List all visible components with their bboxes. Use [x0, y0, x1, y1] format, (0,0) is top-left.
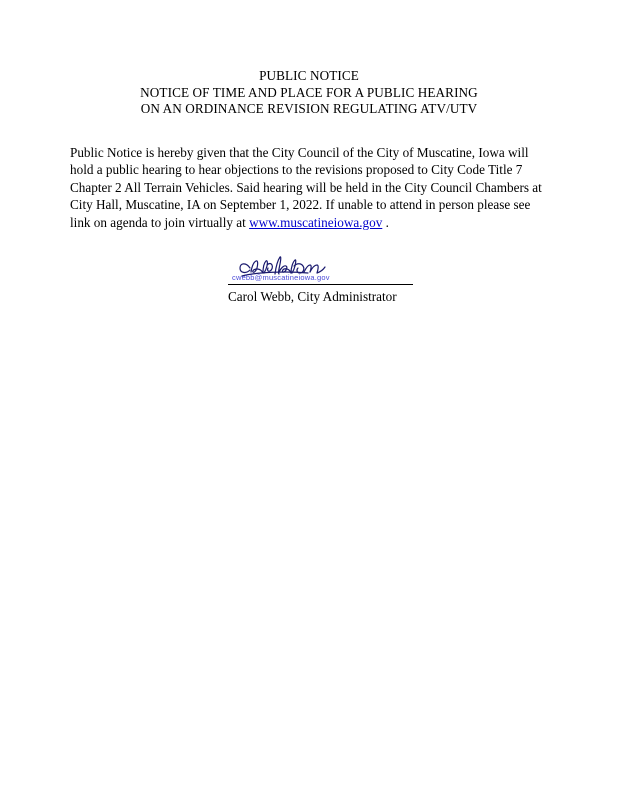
notice-title [70, 68, 548, 118]
title-line-3: ON AN ORDINANCE REVISION REGULATING ATV/UTV [140, 101, 478, 116]
title-line-1: PUBLIC NOTICE [259, 68, 359, 83]
notice-paragraph [70, 144, 548, 232]
signature-email-overlay: cwebb@muscatineiowa.gov [232, 273, 330, 282]
signature-block [228, 252, 488, 304]
paragraph-text-before-link: Public Notice is hereby given that the City Council of the City of Muscatine, Iowa will hold a public hearing to hear objections to the revisions proposed to City Code Title 7 Chapter 2 All Terrain Vehicles. Said hearing will be held in the City Council Chambers at City Hall, Muscatine, IA on September 1, 2022. If unable to attend in person please see link on agenda to join virtually at [70, 144, 542, 230]
document-body [70, 68, 548, 244]
signature-printed-name: Carol Webb, City Administrator [228, 289, 397, 304]
muscatine-website-link[interactable]: www.muscatineiowa.gov [249, 214, 383, 230]
signature-rule [228, 284, 413, 285]
title-line-2: NOTICE OF TIME AND PLACE FOR A PUBLIC HEARING [140, 84, 478, 100]
paragraph-text-after-link: . [382, 214, 389, 230]
